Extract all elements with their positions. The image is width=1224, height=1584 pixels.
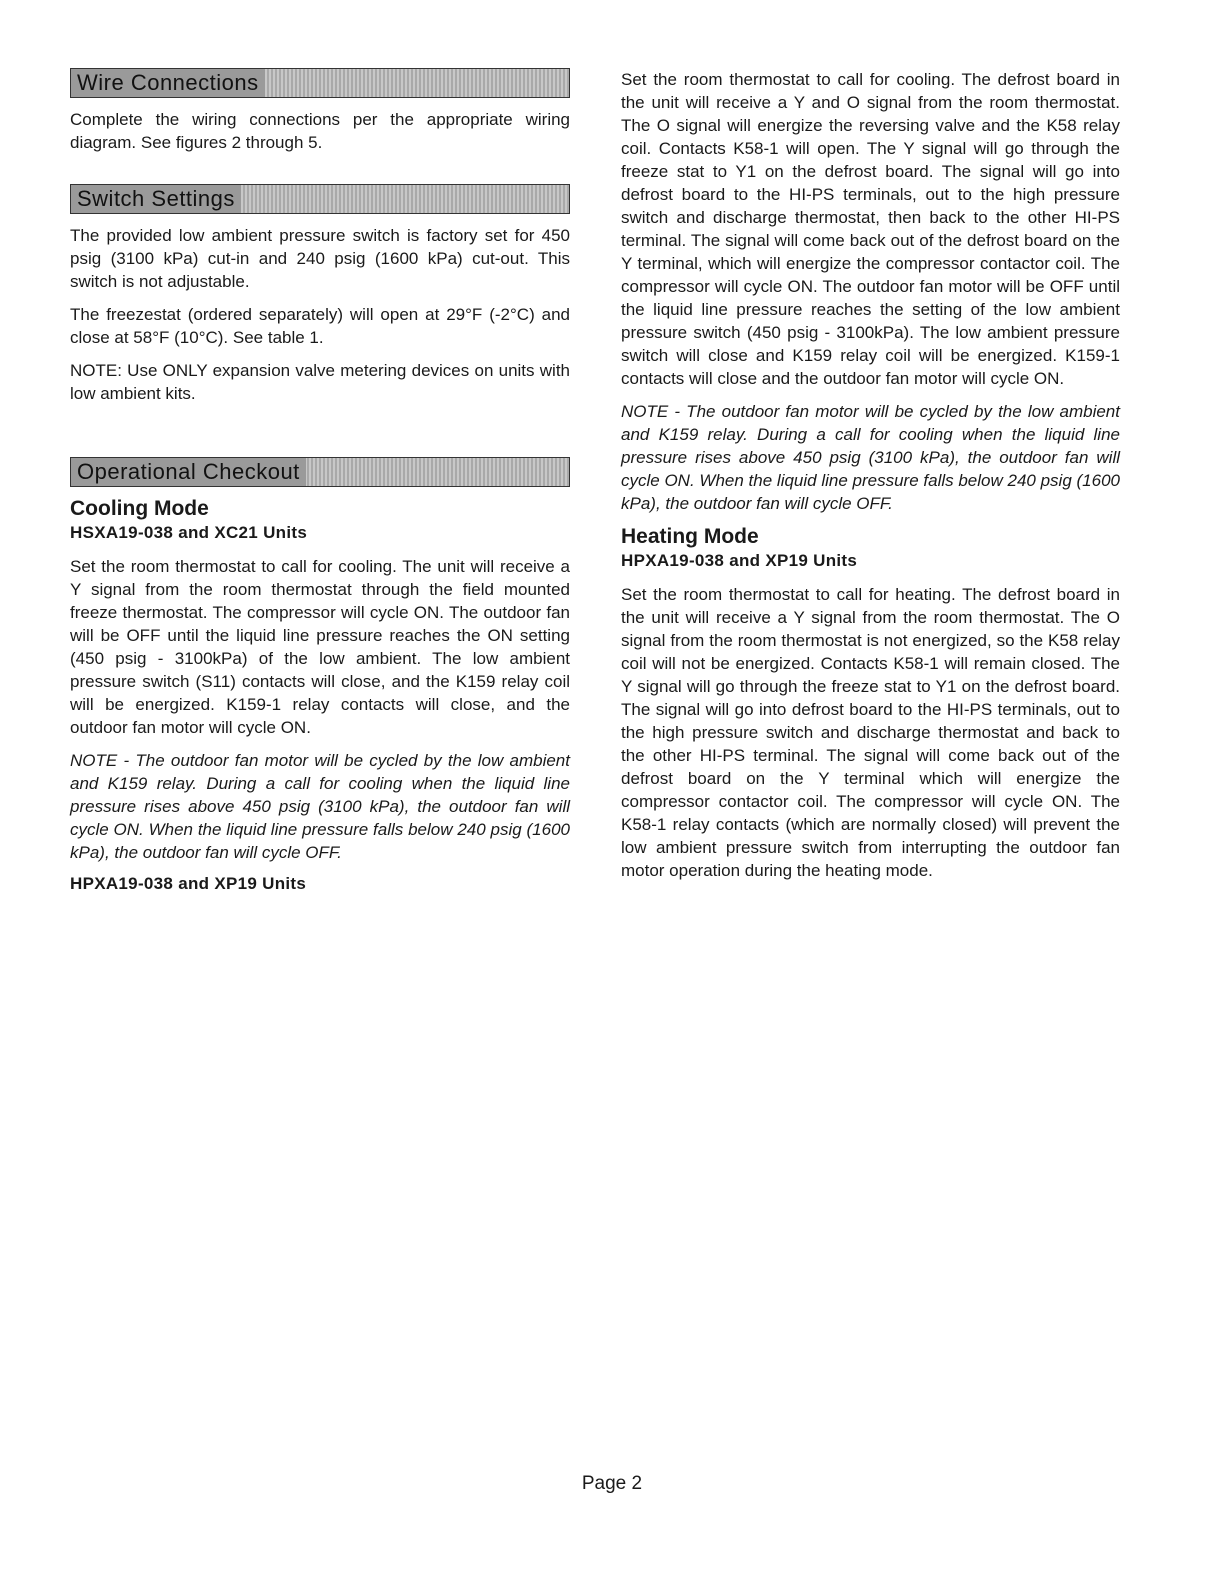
wire-connections-banner [70,68,570,98]
left-column [70,68,570,906]
page-number: Page 2 [581,1473,643,1494]
heating-units-title: HPXA19-038 and XP19 Units [621,551,858,570]
switch-settings-banner [70,184,570,214]
operational-checkout-heading: Operational Checkout [71,458,306,486]
heating-mode-title: Heating Mode [621,525,759,548]
right-column [621,68,1120,892]
switch-settings-note: NOTE: Use ONLY expansion valve metering devices on units with low ambient kits. [70,361,570,403]
cooling-mode-title: Cooling Mode [70,497,209,520]
hpxa-units-title: HPXA19-038 and XP19 Units [70,874,307,893]
switch-settings-heading: Switch Settings [71,185,241,213]
hsxa-units-title: HSXA19-038 and XC21 Units [70,523,308,542]
hpxa-cooling-note: NOTE - The outdoor fan motor will be cycled by the low ambient and K159 relay. During a call for cooling when the liquid line pressure rises above 450 psig (3100 kPa), the outdoor fan will cycle ON. When the liquid line pressure falls below 240 psig (1600 kPa), the outdoor fan will cycle OFF. [621,402,1120,513]
wire-connections-heading: Wire Connections [71,69,265,97]
hsxa-cooling-text: Set the room thermostat to call for cooling. The unit will receive a Y signal from the room thermostat through the field mounted freeze thermostat. The compressor will cycle ON. The outdoor fan will be OFF until the liquid line pressure reaches the ON setting (450 psig - 3100kPa) of the low ambient. The low ambient pressure switch (S11) contacts will close, and the K159 relay coil will be energized. K159-1 relay contacts will close, and the outdoor fan motor will cycle ON. [70,557,570,737]
switch-settings-text-1: The provided low ambient pressure switch is factory set for 450 psig (3100 kPa) cut-in and 240 psig (1600 kPa) cut-out. This switch is not adjustable. [70,226,570,291]
switch-settings-text-2: The freezestat (ordered separately) will open at 29°F (-2°C) and close at 58°F (10°C). See table 1. [70,305,570,347]
hsxa-cooling-note: NOTE - The outdoor fan motor will be cycled by the low ambient and K159 relay. During a call for cooling when the liquid line pressure rises above 450 psig (3100 kPa), the outdoor fan will cycle ON. When the liquid line pressure falls below 240 psig (1600 kPa), the outdoor fan will cycle OFF. [70,751,570,862]
hpxa-cooling-text: Set the room thermostat to call for cooling. The defrost board in the unit will receive a Y and O signal from the room thermostat. The O signal will energize the reversing valve and the K58 relay coil. Contacts K58-1 will open. The Y signal will go through the freeze stat to Y1 on the defrost board. The signal will go into defrost board to the HI-PS terminals, out to the high pressure switch and discharge thermostat, then back to the other HI-PS terminal. The signal will come back out of the defrost board on the Y terminal, which will energize the compressor contactor coil. The compressor will cycle ON. The outdoor fan motor will be OFF until the liquid line pressure reaches the setting of the low ambient pressure switch (450 psig - 3100kPa). The low ambient pressure switch will close and K159 relay coil will be energized. K159-1 contacts will close and the outdoor fan motor will cycle ON. [621,70,1120,388]
operational-checkout-banner [70,457,570,487]
wire-connections-text: Complete the wiring connections per the appropriate wiring diagram. See figures 2 through 5. [70,110,570,152]
heating-mode-text: Set the room thermostat to call for heating. The defrost board in the unit will receive a Y signal from the room thermostat. The O signal from the room thermostat is not energized, so the K58 relay coil will not be energized. Contacts K58-1 will remain closed. The Y signal will go through the freeze stat to Y1 on the defrost board. The signal will go into defrost board to the HI-PS terminals, out to the high pressure switch and discharge thermostat and back to the other HI-PS terminal. The signal will come back out of the defrost board on the Y terminal which will energize the compressor contactor coil. The compressor will cycle ON. The K58-1 relay contacts (which are normally closed) will prevent the low ambient pressure switch from interrupting the outdoor fan motor operation during the heating mode. [621,585,1120,880]
